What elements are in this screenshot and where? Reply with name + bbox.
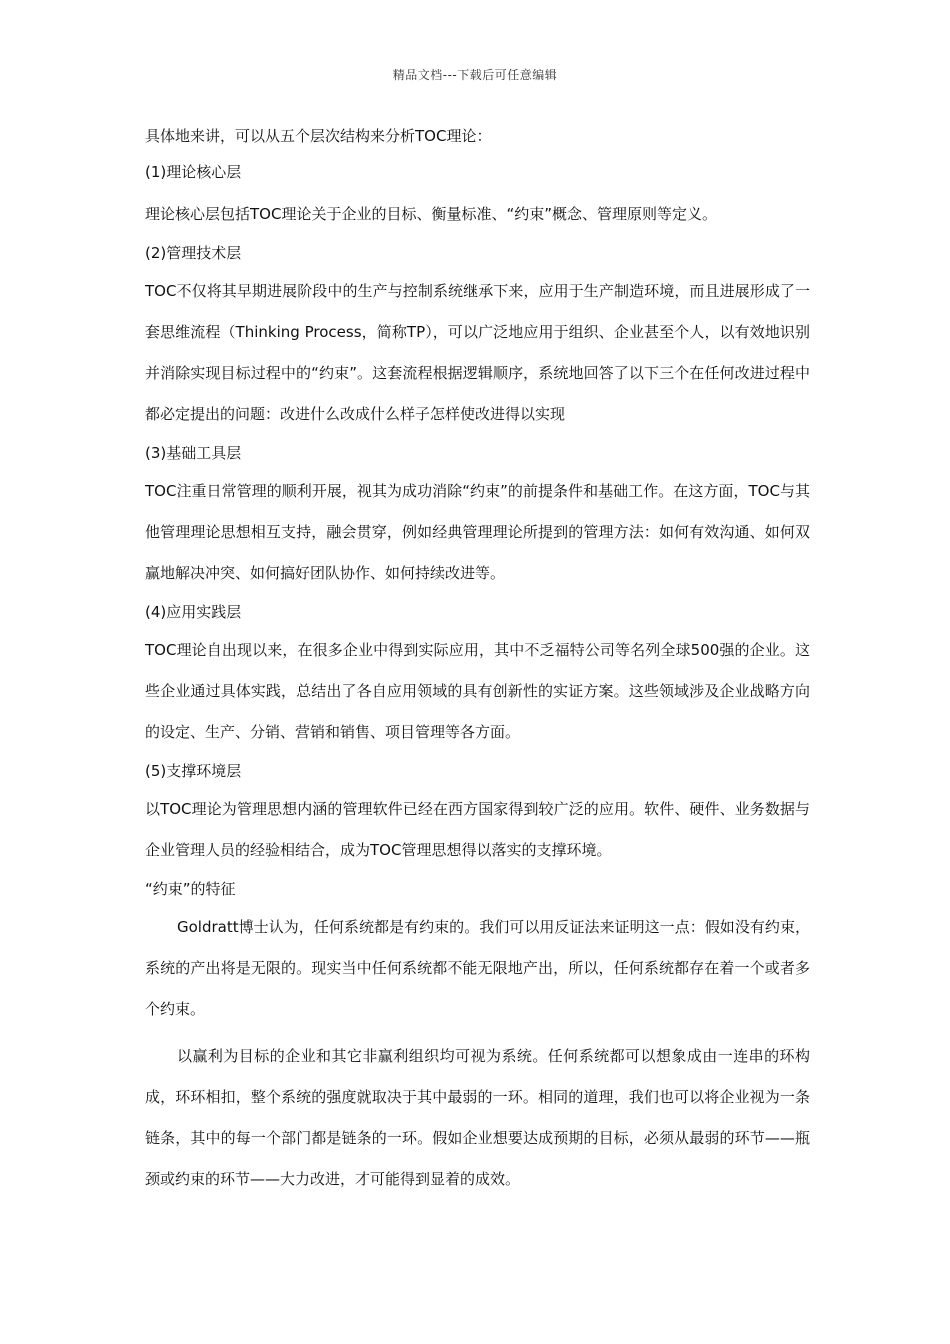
document-body bbox=[145, 118, 810, 1200]
section-heading-3: (3)基础工具层 bbox=[145, 444, 242, 462]
section-text-5: 以TOC理论为管理思想内涵的管理软件已经在西方国家得到较广泛的应用。软件、硬件、业务数据与企业管理人员的经验相结合，成为TOC管理思想得以落实的支撑环境。 bbox=[145, 800, 810, 859]
paragraph-2: 以赢利为目标的企业和其它非赢利组织均可视为系统。任何系统都可以想象成由一连串的环构成，环环相扣，整个系统的强度就取决于其中最弱的一环。相同的道理，我们也可以将企业视为一条链条，其中的每一个部门都是链条的一环。假如企业想要达成预期的目标，必须从最弱的环节——瓶颈或约束的环节——大力改进，才可能得到显着的成效。 bbox=[145, 1047, 810, 1188]
section-heading-2: (2)管理技术层 bbox=[145, 244, 242, 262]
subtitle-constraint-features: “约束”的特征 bbox=[145, 880, 236, 898]
section-text-2: TOC不仅将其早期进展阶段中的生产与控制系统继承下来，应用于生产制造环境，而且进展形成了一套思维流程（Thinking Process，简称TP），可以广泛地应用于组织、企业甚至个人，以有效地识别并消除实现目标过程中的“约束”。这套流程根据逻辑顺序，系统地回答了以下三个在任何改进过程中都必定提出的问题：改进什么改成什么样子怎样使改进得以实现 bbox=[145, 282, 810, 423]
section-heading-4: (4)应用实践层 bbox=[145, 603, 242, 621]
section-text-1: 理论核心层包括TOC理论关于企业的目标、衡量标准、“约束”概念、管理原则等定义。 bbox=[145, 205, 717, 223]
section-text-4: TOC理论自出现以来，在很多企业中得到实际应用，其中不乏福特公司等名列全球500强的企业。这些企业通过具体实践，总结出了各自应用领域的具有创新性的实证方案。这些领域涉及企业战略方向的设定、生产、分销、营销和销售、项目管理等各方面。 bbox=[145, 641, 810, 741]
page-header-watermark: 精品文档---下载后可任意编辑 bbox=[392, 68, 558, 82]
intro-text: 具体地来讲，可以从五个层次结构来分析TOC理论： bbox=[145, 127, 492, 145]
section-heading-5: (5)支撑环境层 bbox=[145, 762, 242, 780]
paragraph-1: Goldratt博士认为，任何系统都是有约束的。我们可以用反证法来证明这一点：假如没有约束，系统的产出将是无限的。现实当中任何系统都不能无限地产出，所以，任何系统都存在着一个或者多个约束。 bbox=[145, 918, 810, 1018]
section-text-3: TOC注重日常管理的顺利开展，视其为成功消除“约束”的前提条件和基础工作。在这方面，TOC与其他管理理论思想相互支持，融会贯穿，例如经典管理理论所提到的管理方法：如何有效沟通、如何双赢地解决冲突、如何搞好团队协作、如何持续改进等。 bbox=[145, 482, 810, 582]
section-heading-1: (1)理论核心层 bbox=[145, 163, 242, 181]
